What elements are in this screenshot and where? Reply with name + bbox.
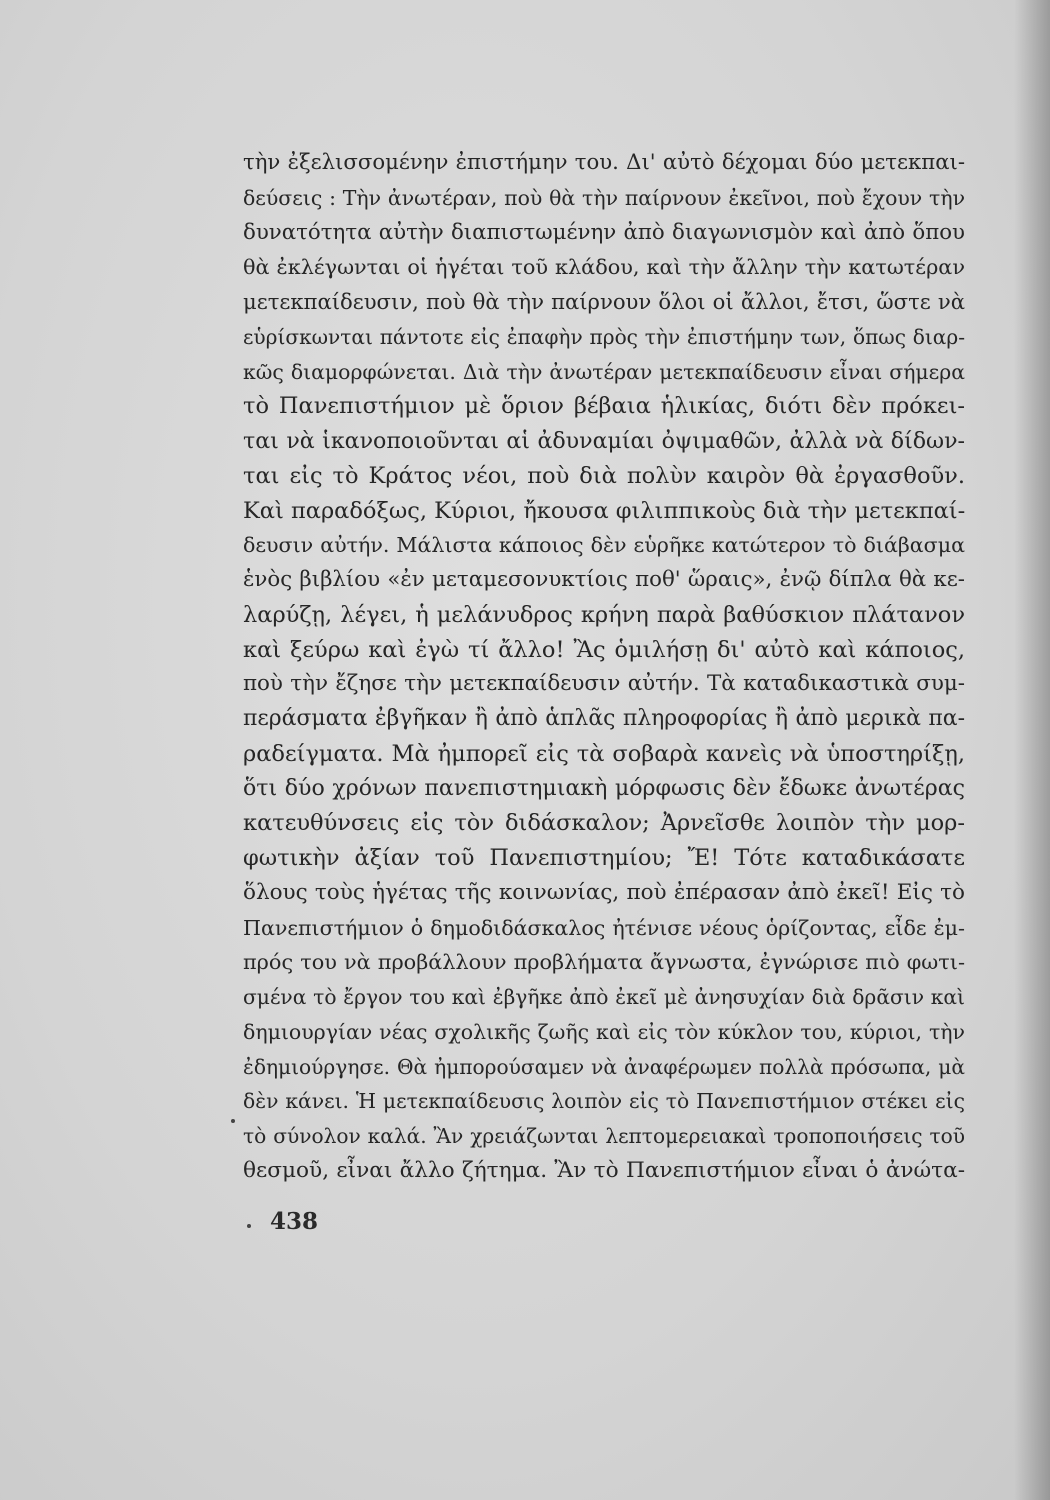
text-line: εὑρίσκωνται πάντοτε εἰς ἐπαφὴν πρὸς τὴν ἐπιστήμην των, ὅπως διαρ- (243, 324, 965, 349)
text-line: Πανεπιστήμιον ὁ δημοδιδάσκαλος ἠτένισε νέους ὁρίζοντας, εἶδε ἐμ- (243, 915, 965, 940)
page-edge-shadow (1014, 0, 1050, 1500)
text-line: κατευθύνσεις εἰς τὸν διδάσκαλον; Ἀρνεῖσθε λοιπὸν τὴν μορ- (243, 810, 965, 837)
text-line: ἑνὸς βιβλίου «ἐν μεταμεσονυκτίοις ποθ' ὥραις», ἐνῷ δίπλα θὰ κε- (243, 567, 965, 592)
text-line: ται εἰς τὸ Κράτος νέοι, ποὺ διὰ πολὺν καιρὸν θὰ ἐργασθοῦν. (243, 462, 965, 489)
body-text (243, 146, 965, 1189)
text-line: τὴν ἐξελισσομένην ἐπιστήμην του. Δι' αὐτὸ δέχομαι δύο μετεκπαι- (243, 150, 965, 175)
text-line: δυνατότητα αὐτὴν διαπιστωμένην ἀπὸ διαγωνισμὸν καὶ ἀπὸ ὅπου (243, 219, 965, 245)
text-line: δευσιν αὐτήν. Μάλιστα κάποιος δὲν εὑρῆκε κατώτερον τὸ διάβασμα (243, 533, 965, 558)
text-line: δεύσεις : Τὴν ἀνωτέραν, ποὺ θὰ τὴν παίρνουν ἐκεῖνοι, ποὺ ἔχουν τὴν (243, 185, 965, 210)
margin-dot (231, 1119, 235, 1123)
text-line: δημιουργίαν νέας σχολικῆς ζωῆς καὶ εἰς τὸν κύκλον του, κύριοι, τὴν (243, 1019, 965, 1044)
text-line: ποὺ τὴν ἔζησε τὴν μετεκπαίδευσιν αὐτήν. Τὰ καταδικαστικὰ συμ- (243, 671, 965, 697)
text-line: ὅλους τοὺς ἡγέτας τῆς κοινωνίας, ποὺ ἐπέρασαν ἀπὸ ἐκεῖ! Εἰς τὸ (243, 879, 965, 905)
text-line: φωτικὴν ἀξίαν τοῦ Πανεπιστημίου; Ἔ! Τότε καταδικάσατε (243, 845, 965, 871)
text-line: ἐδημιούργησε. Θὰ ἠμπορούσαμεν νὰ ἀναφέρωμεν πολλὰ πρόσωπα, μὰ (243, 1054, 965, 1079)
text-line: θεσμοῦ, εἶναι ἄλλο ζήτημα. Ἂν τὸ Πανεπιστήμιον εἶναι ὁ ἀνώτα- (243, 1157, 965, 1183)
text-line: Καὶ παραδόξως, Κύριοι, ἤκουσα φιλιππικοὺς διὰ τὴν μετεκπαί- (243, 497, 966, 524)
text-line: τὸ σύνολον καλά. Ἂν χρειάζωνται λεπτομερειακαὶ τροποποιήσεις τοῦ (243, 1124, 965, 1148)
text-line: περάσματα ἐβγῆκαν ἢ ἀπὸ ἁπλᾶς πληροφορίας ἢ ἀπὸ μερικὰ πα- (243, 706, 965, 731)
text-line: κῶς διαμορφώνεται. Διὰ τὴν ἀνωτέραν μετεκπαίδευσιν εἶναι σήμερα (243, 359, 965, 384)
text-line: θὰ ἐκλέγωνται οἱ ἡγέται τοῦ κλάδου, καὶ τὴν ἄλλην τὴν κατωτέραν (243, 255, 965, 280)
text-line: πρός του νὰ προβάλλουν προβλήματα ἄγνωστα, ἐγνώρισε πιὸ φωτι- (243, 950, 965, 975)
text-line: λαρύζῃ, λέγει, ἡ μελάνυδρος κρήνη παρὰ βαθύσκιον πλάτανον (243, 601, 965, 628)
text-line: δὲν κάνει. Ἡ μετεκπαίδευσις λοιπὸν εἰς τὸ Πανεπιστήμιον στέκει εἰς (243, 1089, 965, 1114)
text-line: ὅτι δύο χρόνων πανεπιστημιακὴ μόρφωσις δὲν ἔδωκε ἀνωτέρας (243, 775, 965, 801)
text-line: ραδείγματα. Μὰ ἠμπορεῖ εἰς τὰ σοβαρὰ κανεὶς νὰ ὑποστηρίξῃ, (243, 740, 965, 767)
text-line: σμένα τὸ ἔργον του καὶ ἐβγῆκε ἀπὸ ἐκεῖ μὲ ἀνησυχίαν διὰ δρᾶσιν καὶ (243, 985, 965, 1009)
text-line: τὸ Πανεπιστήμιον μὲ ὅριον βέβαια ἡλικίας, διότι δὲν πρόκει- (243, 393, 965, 420)
text-line: μετεκπαίδευσιν, ποὺ θὰ τὴν παίρνουν ὅλοι οἱ ἄλλοι, ἔτσι, ὥστε νὰ (243, 289, 965, 314)
margin-dot (247, 1224, 251, 1228)
text-line: καὶ ξεύρω καὶ ἐγὼ τί ἄλλο! Ἂς ὁμιλήσῃ δι' αὐτὸ καὶ κάποιος, (243, 636, 965, 663)
page-number: 438 (270, 1208, 319, 1235)
text-line: ται νὰ ἱκανοποιοῦνται αἱ ἀδυναμίαι ὀψιμαθῶν, ἀλλὰ νὰ δίδων- (243, 428, 965, 454)
